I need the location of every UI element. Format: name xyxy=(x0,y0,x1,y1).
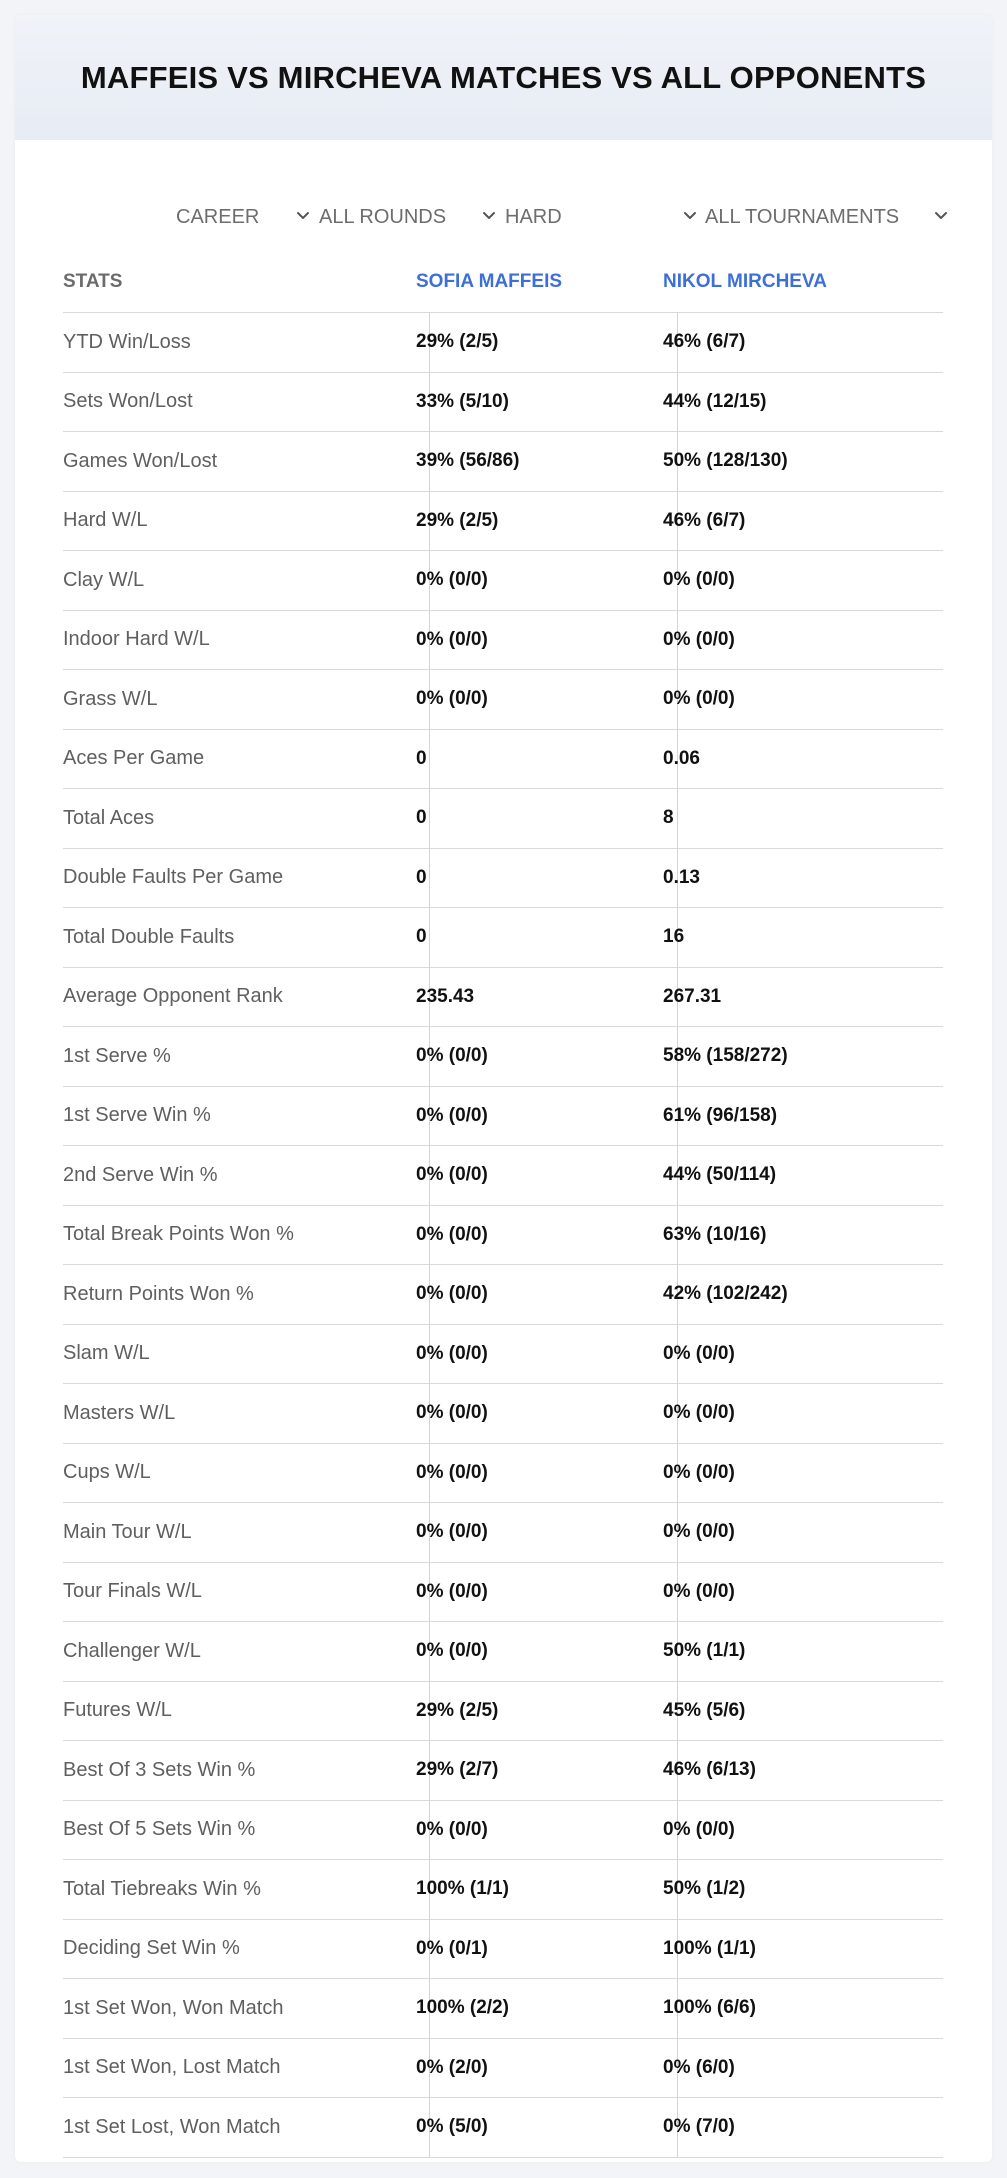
column-divider xyxy=(429,849,430,908)
player1-stat-value: 0% (0/0) xyxy=(416,1461,488,1483)
player2-stat-value: 63% (10/16) xyxy=(663,1223,767,1245)
stat-name: Slam W/L xyxy=(63,1342,150,1365)
player2-stat-value: 0% (0/0) xyxy=(663,1580,735,1602)
stat-name: Tour Finals W/L xyxy=(63,1580,202,1603)
stat-name: YTD Win/Loss xyxy=(63,330,191,353)
stats-card xyxy=(15,15,992,2162)
player1-stat-value: 29% (2/5) xyxy=(416,1699,499,1721)
player1-stat-value: 33% (5/10) xyxy=(416,390,509,412)
player1-stat-value: 100% (1/1) xyxy=(416,1878,509,1900)
surface-dropdown[interactable] xyxy=(505,197,705,237)
table-row xyxy=(63,908,943,968)
page-header xyxy=(15,15,992,140)
player1-stat-value: 0 xyxy=(416,807,427,829)
chevron-down-icon xyxy=(932,207,950,225)
player1-stat-value: 0% (0/0) xyxy=(416,1283,488,1305)
player2-stat-value: 0% (7/0) xyxy=(663,2116,735,2138)
tournaments-dropdown[interactable] xyxy=(705,197,960,237)
table-row xyxy=(63,968,943,1028)
stat-name: 1st Set Lost, Won Match xyxy=(63,2115,281,2138)
table-row xyxy=(63,1741,943,1801)
player2-stat-value: 46% (6/13) xyxy=(663,1759,756,1781)
table-row xyxy=(63,1920,943,1980)
table-row xyxy=(63,670,943,730)
player1-stat-value: 29% (2/5) xyxy=(416,509,499,531)
rounds-dropdown[interactable] xyxy=(319,197,499,237)
column-divider xyxy=(677,789,678,848)
stat-name: 1st Set Won, Won Match xyxy=(63,1996,284,2019)
stat-name: Deciding Set Win % xyxy=(63,1937,240,1960)
player1-stat-value: 0 xyxy=(416,926,427,948)
table-row xyxy=(63,1325,943,1385)
player2-stat-value: 46% (6/7) xyxy=(663,509,746,531)
player1-stat-value: 0% (0/0) xyxy=(416,1164,488,1186)
table-row xyxy=(63,849,943,909)
period-dropdown[interactable] xyxy=(176,197,311,237)
player2-stat-value: 100% (6/6) xyxy=(663,1997,756,2019)
table-row xyxy=(63,373,943,433)
tournaments-dropdown-label: ALL TOURNAMENTS xyxy=(705,205,900,228)
stat-name: Grass W/L xyxy=(63,687,158,710)
player1-stat-value: 0% (0/0) xyxy=(416,569,488,591)
surface-dropdown-label: HARD xyxy=(505,205,562,228)
table-row xyxy=(63,551,943,611)
table-row xyxy=(63,1682,943,1742)
player2-stat-value: 0% (0/0) xyxy=(663,1521,735,1543)
stats-table xyxy=(63,253,943,2158)
stat-name: Main Tour W/L xyxy=(63,1520,192,1543)
player2-stat-value: 44% (12/15) xyxy=(663,390,767,412)
stat-name: Cups W/L xyxy=(63,1461,151,1484)
stat-name: Hard W/L xyxy=(63,509,148,532)
player1-stat-value: 0% (0/0) xyxy=(416,1521,488,1543)
stat-name: Double Faults Per Game xyxy=(63,866,284,889)
player1-stat-value: 0 xyxy=(416,747,427,769)
player1-stat-value: 0% (0/0) xyxy=(416,1045,488,1067)
table-row xyxy=(63,1206,943,1266)
player1-stat-value: 0% (0/0) xyxy=(416,1402,488,1424)
player1-stat-value: 100% (2/2) xyxy=(416,1997,509,2019)
stat-name: Average Opponent Rank xyxy=(63,985,283,1008)
stat-name: Clay W/L xyxy=(63,568,145,591)
table-row xyxy=(63,1563,943,1623)
player1-name-link[interactable]: SOFIA MAFFEIS xyxy=(416,271,563,292)
stat-name: Total Aces xyxy=(63,806,155,829)
table-row xyxy=(63,1444,943,1504)
player1-stat-value: 0% (2/0) xyxy=(416,2056,488,2078)
player2-stat-value: 42% (102/242) xyxy=(663,1283,788,1305)
column-divider xyxy=(429,789,430,848)
stats-column-header: STATS xyxy=(63,271,123,292)
player2-stat-value: 0% (0/0) xyxy=(663,1342,735,1364)
table-row xyxy=(63,2039,943,2099)
stat-name: Sets Won/Lost xyxy=(63,390,193,413)
player2-stat-value: 0% (6/0) xyxy=(663,2056,735,2078)
table-row xyxy=(63,1265,943,1325)
player1-stat-value: 0% (0/0) xyxy=(416,1818,488,1840)
player1-stat-value: 235.43 xyxy=(416,985,475,1007)
player2-stat-value: 0% (0/0) xyxy=(663,1818,735,1840)
player2-stat-value: 100% (1/1) xyxy=(663,1937,756,1959)
stat-name: 1st Set Won, Lost Match xyxy=(63,2056,281,2079)
player2-stat-value: 267.31 xyxy=(663,985,722,1007)
table-row xyxy=(63,1622,943,1682)
player2-stat-value: 50% (1/2) xyxy=(663,1878,746,1900)
stat-name: 1st Serve % xyxy=(63,1044,171,1067)
column-divider xyxy=(429,730,430,789)
stat-name: Total Double Faults xyxy=(63,925,235,948)
player2-stat-value: 50% (1/1) xyxy=(663,1640,746,1662)
stat-name: Return Points Won % xyxy=(63,1282,254,1305)
player2-stat-value: 61% (96/158) xyxy=(663,1104,778,1126)
table-row xyxy=(63,789,943,849)
stat-name: Best Of 3 Sets Win % xyxy=(63,1758,256,1781)
table-row xyxy=(63,1801,943,1861)
player1-stat-value: 0% (0/0) xyxy=(416,1580,488,1602)
player2-stat-value: 50% (128/130) xyxy=(663,450,788,472)
table-row xyxy=(63,1384,943,1444)
player2-stat-value: 58% (158/272) xyxy=(663,1045,788,1067)
player2-stat-value: 45% (5/6) xyxy=(663,1699,746,1721)
stat-name: 1st Serve Win % xyxy=(63,1104,211,1127)
player1-stat-value: 0% (0/0) xyxy=(416,1104,488,1126)
player1-stat-value: 0% (0/0) xyxy=(416,1342,488,1364)
filter-bar xyxy=(15,185,992,253)
table-row xyxy=(63,730,943,790)
player1-stat-value: 0% (0/1) xyxy=(416,1937,488,1959)
player1-stat-value: 0% (0/0) xyxy=(416,1223,488,1245)
player1-stat-value: 29% (2/5) xyxy=(416,331,499,353)
chevron-down-icon xyxy=(294,207,312,225)
table-body xyxy=(63,313,943,2158)
player1-stat-value: 39% (56/86) xyxy=(416,450,520,472)
stat-name: Games Won/Lost xyxy=(63,449,218,472)
player1-stat-value: 0% (0/0) xyxy=(416,1640,488,1662)
stat-name: Indoor Hard W/L xyxy=(63,628,210,651)
player2-stat-value: 44% (50/114) xyxy=(663,1164,777,1186)
chevron-down-icon xyxy=(480,207,498,225)
stat-name: Aces Per Game xyxy=(63,747,205,770)
player2-stat-value: 0% (0/0) xyxy=(663,569,735,591)
player2-stat-value: 16 xyxy=(663,926,685,948)
rounds-dropdown-label: ALL ROUNDS xyxy=(319,205,447,228)
stat-name: 2nd Serve Win % xyxy=(63,1163,218,1186)
table-row xyxy=(63,1087,943,1147)
player2-stat-value: 0% (0/0) xyxy=(663,688,735,710)
player2-stat-value: 8 xyxy=(663,807,674,829)
player2-name-link[interactable]: NIKOL MIRCHEVA xyxy=(663,271,827,292)
table-row xyxy=(63,1979,943,2039)
table-row xyxy=(63,1503,943,1563)
table-row xyxy=(63,1027,943,1087)
player2-stat-value: 0.13 xyxy=(663,866,700,888)
stat-name: Challenger W/L xyxy=(63,1639,201,1662)
table-row xyxy=(63,1146,943,1206)
stat-name: Masters W/L xyxy=(63,1401,176,1424)
player2-stat-value: 0.06 xyxy=(663,747,700,769)
period-dropdown-label: CAREER xyxy=(176,205,260,228)
table-row xyxy=(63,2098,943,2158)
stat-name: Total Tiebreaks Win % xyxy=(63,1877,261,1900)
player1-stat-value: 0 xyxy=(416,866,427,888)
stat-name: Best Of 5 Sets Win % xyxy=(63,1818,256,1841)
table-row xyxy=(63,432,943,492)
page-title: MAFFEIS VS MIRCHEVA MATCHES VS ALL OPPONENTS xyxy=(80,59,927,95)
table-row xyxy=(63,1860,943,1920)
table-row xyxy=(63,492,943,552)
stat-name: Futures W/L xyxy=(63,1699,172,1722)
player2-stat-value: 46% (6/7) xyxy=(663,331,746,353)
player2-stat-value: 0% (0/0) xyxy=(663,1402,735,1424)
column-divider xyxy=(429,908,430,967)
chevron-down-icon xyxy=(681,207,699,225)
table-row xyxy=(63,611,943,671)
player1-stat-value: 0% (0/0) xyxy=(416,628,488,650)
player1-stat-value: 29% (2/7) xyxy=(416,1759,499,1781)
player1-stat-value: 0% (0/0) xyxy=(416,688,488,710)
player1-stat-value: 0% (5/0) xyxy=(416,2116,488,2138)
table-row xyxy=(63,313,943,373)
table-header xyxy=(63,253,943,313)
player2-stat-value: 0% (0/0) xyxy=(663,628,735,650)
stat-name: Total Break Points Won % xyxy=(63,1223,294,1246)
player2-stat-value: 0% (0/0) xyxy=(663,1461,735,1483)
